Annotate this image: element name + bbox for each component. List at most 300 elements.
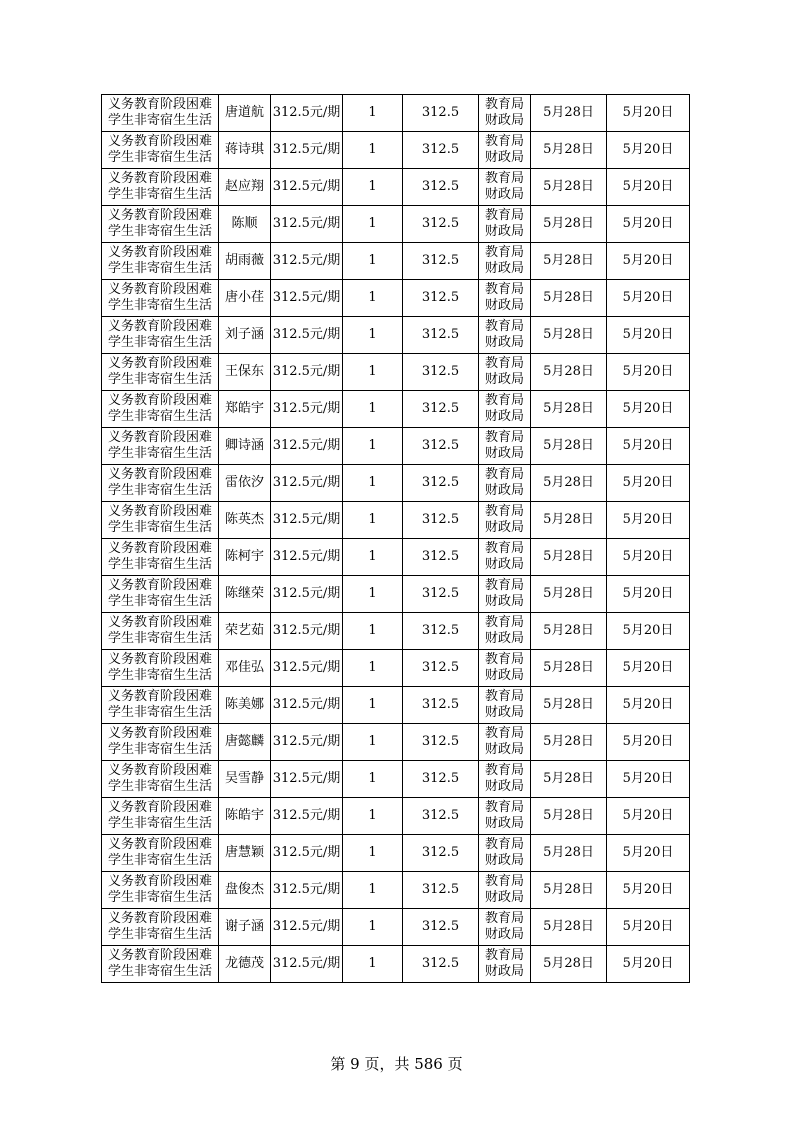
- department-line: 财政局: [484, 853, 524, 868]
- department-line: 财政局: [484, 594, 524, 609]
- department-line: 财政局: [484, 446, 524, 461]
- department-cell: [479, 95, 531, 132]
- date-cell-1: 5月28日: [531, 317, 607, 354]
- table-row: [102, 835, 690, 872]
- department-cell: [479, 280, 531, 317]
- project-line: 义务教育阶段困难: [107, 948, 212, 963]
- project-line: 义务教育阶段困难: [107, 874, 212, 889]
- department-line: 教育局: [484, 97, 524, 112]
- amount-cell: 312.5: [403, 761, 479, 798]
- department-line: 教育局: [484, 652, 524, 667]
- student-name-cell: 陈继荣: [219, 576, 271, 613]
- project-line: 学生非寄宿生生活: [107, 150, 212, 165]
- amount-cell: 312.5: [403, 909, 479, 946]
- student-name-cell: 唐慧颖: [219, 835, 271, 872]
- department-line: 财政局: [484, 779, 524, 794]
- department-line: 教育局: [484, 393, 524, 408]
- amount-cell: 312.5: [403, 465, 479, 502]
- date-cell-1: 5月28日: [531, 761, 607, 798]
- date-cell-1: 5月28日: [531, 687, 607, 724]
- project-cell: [102, 169, 219, 206]
- count-cell: 1: [343, 872, 403, 909]
- department-line: 财政局: [484, 668, 524, 683]
- count-cell: 1: [343, 761, 403, 798]
- count-cell: 1: [343, 576, 403, 613]
- table-row: [102, 428, 690, 465]
- department-cell: [479, 391, 531, 428]
- student-name-cell: 唐小荏: [219, 280, 271, 317]
- department-line: 教育局: [484, 282, 524, 297]
- amount-cell: 312.5: [403, 169, 479, 206]
- table-row: [102, 576, 690, 613]
- standard-cell: 312.5元/期: [271, 835, 343, 872]
- department-line: 财政局: [484, 372, 524, 387]
- count-cell: 1: [343, 650, 403, 687]
- project-line: 义务教育阶段困难: [107, 615, 212, 630]
- date-cell-1: 5月28日: [531, 576, 607, 613]
- department-line: 财政局: [484, 927, 524, 942]
- department-line: 财政局: [484, 150, 524, 165]
- project-cell: [102, 391, 219, 428]
- student-name-cell: 谢子涵: [219, 909, 271, 946]
- student-name-cell: 王保东: [219, 354, 271, 391]
- department-line: 财政局: [484, 187, 524, 202]
- count-cell: 1: [343, 465, 403, 502]
- standard-cell: 312.5元/期: [271, 95, 343, 132]
- date-cell-2: 5月20日: [607, 687, 690, 724]
- project-cell: [102, 317, 219, 354]
- table-row: [102, 317, 690, 354]
- department-line: 教育局: [484, 726, 524, 741]
- project-line: 义务教育阶段困难: [107, 504, 212, 519]
- department-line: 教育局: [484, 800, 524, 815]
- project-line: 学生非寄宿生生活: [107, 446, 212, 461]
- department-line: 教育局: [484, 245, 524, 260]
- department-line: 教育局: [484, 356, 524, 371]
- date-cell-1: 5月28日: [531, 280, 607, 317]
- date-cell-1: 5月28日: [531, 502, 607, 539]
- amount-cell: 312.5: [403, 687, 479, 724]
- project-line: 学生非寄宿生生活: [107, 594, 212, 609]
- project-line: 学生非寄宿生生活: [107, 557, 212, 572]
- table-body: [102, 95, 690, 983]
- standard-cell: 312.5元/期: [271, 909, 343, 946]
- project-line: 义务教育阶段困难: [107, 837, 212, 852]
- department-line: 教育局: [484, 837, 524, 852]
- date-cell-2: 5月20日: [607, 872, 690, 909]
- count-cell: 1: [343, 354, 403, 391]
- project-cell: [102, 95, 219, 132]
- student-name-cell: 胡雨薇: [219, 243, 271, 280]
- project-cell: [102, 576, 219, 613]
- date-cell-2: 5月20日: [607, 835, 690, 872]
- department-cell: [479, 317, 531, 354]
- amount-cell: 312.5: [403, 428, 479, 465]
- department-cell: [479, 946, 531, 983]
- department-line: 教育局: [484, 134, 524, 149]
- student-name-cell: 陈柯宇: [219, 539, 271, 576]
- project-line: 义务教育阶段困难: [107, 356, 212, 371]
- date-cell-1: 5月28日: [531, 95, 607, 132]
- table-row: [102, 206, 690, 243]
- student-name-cell: 郑皓宇: [219, 391, 271, 428]
- count-cell: 1: [343, 428, 403, 465]
- department-line: 财政局: [484, 631, 524, 646]
- standard-cell: 312.5元/期: [271, 280, 343, 317]
- standard-cell: 312.5元/期: [271, 465, 343, 502]
- project-cell: [102, 798, 219, 835]
- department-line: 财政局: [484, 224, 524, 239]
- department-line: 教育局: [484, 948, 524, 963]
- project-line: 学生非寄宿生生活: [107, 853, 212, 868]
- department-cell: [479, 724, 531, 761]
- project-line: 义务教育阶段困难: [107, 541, 212, 556]
- student-name-cell: 刘子涵: [219, 317, 271, 354]
- standard-cell: 312.5元/期: [271, 613, 343, 650]
- standard-cell: 312.5元/期: [271, 206, 343, 243]
- project-line: 学生非寄宿生生活: [107, 742, 212, 757]
- project-cell: [102, 650, 219, 687]
- date-cell-2: 5月20日: [607, 724, 690, 761]
- count-cell: 1: [343, 502, 403, 539]
- department-line: 财政局: [484, 520, 524, 535]
- date-cell-1: 5月28日: [531, 391, 607, 428]
- project-line: 义务教育阶段困难: [107, 97, 212, 112]
- amount-cell: 312.5: [403, 354, 479, 391]
- date-cell-2: 5月20日: [607, 909, 690, 946]
- project-cell: [102, 465, 219, 502]
- table-row: [102, 280, 690, 317]
- amount-cell: 312.5: [403, 132, 479, 169]
- count-cell: 1: [343, 724, 403, 761]
- count-cell: 1: [343, 391, 403, 428]
- student-name-cell: 邓佳弘: [219, 650, 271, 687]
- date-cell-2: 5月20日: [607, 946, 690, 983]
- project-line: 学生非寄宿生生活: [107, 372, 212, 387]
- table-row: [102, 650, 690, 687]
- project-line: 义务教育阶段困难: [107, 726, 212, 741]
- standard-cell: 312.5元/期: [271, 169, 343, 206]
- date-cell-2: 5月20日: [607, 576, 690, 613]
- amount-cell: 312.5: [403, 650, 479, 687]
- student-name-cell: 荣艺茹: [219, 613, 271, 650]
- project-cell: [102, 687, 219, 724]
- project-line: 学生非寄宿生生活: [107, 964, 212, 979]
- date-cell-1: 5月28日: [531, 354, 607, 391]
- standard-cell: 312.5元/期: [271, 872, 343, 909]
- date-cell-1: 5月28日: [531, 428, 607, 465]
- table-row: [102, 354, 690, 391]
- department-line: 教育局: [484, 504, 524, 519]
- department-cell: [479, 835, 531, 872]
- project-cell: [102, 428, 219, 465]
- amount-cell: 312.5: [403, 613, 479, 650]
- date-cell-2: 5月20日: [607, 317, 690, 354]
- student-name-cell: 蒋诗琪: [219, 132, 271, 169]
- table-row: [102, 502, 690, 539]
- standard-cell: 312.5元/期: [271, 576, 343, 613]
- table-row: [102, 465, 690, 502]
- table-row: [102, 687, 690, 724]
- project-cell: [102, 280, 219, 317]
- student-name-cell: 唐懿麟: [219, 724, 271, 761]
- department-line: 财政局: [484, 298, 524, 313]
- standard-cell: 312.5元/期: [271, 354, 343, 391]
- department-cell: [479, 798, 531, 835]
- amount-cell: 312.5: [403, 946, 479, 983]
- table-row: [102, 798, 690, 835]
- date-cell-2: 5月20日: [607, 95, 690, 132]
- department-line: 教育局: [484, 578, 524, 593]
- project-cell: [102, 909, 219, 946]
- project-line: 学生非寄宿生生活: [107, 187, 212, 202]
- student-name-cell: 雷依汐: [219, 465, 271, 502]
- project-line: 义务教育阶段困难: [107, 430, 212, 445]
- amount-cell: 312.5: [403, 576, 479, 613]
- department-line: 财政局: [484, 816, 524, 831]
- project-cell: [102, 761, 219, 798]
- project-line: 义务教育阶段困难: [107, 763, 212, 778]
- amount-cell: 312.5: [403, 206, 479, 243]
- department-line: 财政局: [484, 705, 524, 720]
- department-line: 财政局: [484, 557, 524, 572]
- student-name-cell: 卿诗涵: [219, 428, 271, 465]
- project-line: 学生非寄宿生生活: [107, 668, 212, 683]
- department-cell: [479, 354, 531, 391]
- project-line: 学生非寄宿生生活: [107, 483, 212, 498]
- date-cell-2: 5月20日: [607, 206, 690, 243]
- count-cell: 1: [343, 909, 403, 946]
- date-cell-1: 5月28日: [531, 946, 607, 983]
- project-line: 学生非寄宿生生活: [107, 298, 212, 313]
- department-cell: [479, 687, 531, 724]
- count-cell: 1: [343, 539, 403, 576]
- department-line: 财政局: [484, 483, 524, 498]
- amount-cell: 312.5: [403, 243, 479, 280]
- table-row: [102, 613, 690, 650]
- department-line: 教育局: [484, 171, 524, 186]
- standard-cell: 312.5元/期: [271, 724, 343, 761]
- department-cell: [479, 909, 531, 946]
- amount-cell: 312.5: [403, 872, 479, 909]
- count-cell: 1: [343, 946, 403, 983]
- standard-cell: 312.5元/期: [271, 391, 343, 428]
- department-cell: [479, 576, 531, 613]
- date-cell-1: 5月28日: [531, 909, 607, 946]
- table-row: [102, 169, 690, 206]
- table-row: [102, 95, 690, 132]
- department-line: 教育局: [484, 615, 524, 630]
- department-cell: [479, 502, 531, 539]
- project-line: 学生非寄宿生生活: [107, 816, 212, 831]
- date-cell-1: 5月28日: [531, 132, 607, 169]
- department-cell: [479, 650, 531, 687]
- table-row: [102, 539, 690, 576]
- amount-cell: 312.5: [403, 835, 479, 872]
- department-cell: [479, 761, 531, 798]
- project-line: 义务教育阶段困难: [107, 319, 212, 334]
- count-cell: 1: [343, 132, 403, 169]
- date-cell-2: 5月20日: [607, 613, 690, 650]
- project-line: 义务教育阶段困难: [107, 800, 212, 815]
- project-line: 学生非寄宿生生活: [107, 335, 212, 350]
- student-name-cell: 盘俊杰: [219, 872, 271, 909]
- project-line: 义务教育阶段困难: [107, 134, 212, 149]
- amount-cell: 312.5: [403, 95, 479, 132]
- table-row: [102, 724, 690, 761]
- page-footer: 第 9 页，共 586 页: [330, 1055, 463, 1073]
- project-line: 学生非寄宿生生活: [107, 927, 212, 942]
- date-cell-2: 5月20日: [607, 502, 690, 539]
- date-cell-1: 5月28日: [531, 206, 607, 243]
- department-line: 教育局: [484, 911, 524, 926]
- date-cell-1: 5月28日: [531, 650, 607, 687]
- project-cell: [102, 724, 219, 761]
- date-cell-1: 5月28日: [531, 539, 607, 576]
- project-cell: [102, 502, 219, 539]
- department-cell: [479, 132, 531, 169]
- project-line: 学生非寄宿生生活: [107, 409, 212, 424]
- student-name-cell: 龙德茂: [219, 946, 271, 983]
- date-cell-2: 5月20日: [607, 798, 690, 835]
- project-cell: [102, 835, 219, 872]
- department-cell: [479, 243, 531, 280]
- amount-cell: 312.5: [403, 798, 479, 835]
- standard-cell: 312.5元/期: [271, 946, 343, 983]
- standard-cell: 312.5元/期: [271, 687, 343, 724]
- table-row: [102, 872, 690, 909]
- count-cell: 1: [343, 243, 403, 280]
- project-line: 学生非寄宿生生活: [107, 779, 212, 794]
- project-cell: [102, 206, 219, 243]
- date-cell-1: 5月28日: [531, 872, 607, 909]
- department-cell: [479, 613, 531, 650]
- department-line: 教育局: [484, 763, 524, 778]
- date-cell-2: 5月20日: [607, 650, 690, 687]
- date-cell-1: 5月28日: [531, 798, 607, 835]
- department-line: 财政局: [484, 742, 524, 757]
- project-cell: [102, 539, 219, 576]
- count-cell: 1: [343, 317, 403, 354]
- department-line: 财政局: [484, 113, 524, 128]
- standard-cell: 312.5元/期: [271, 317, 343, 354]
- date-cell-2: 5月20日: [607, 391, 690, 428]
- date-cell-1: 5月28日: [531, 243, 607, 280]
- date-cell-2: 5月20日: [607, 243, 690, 280]
- count-cell: 1: [343, 687, 403, 724]
- department-line: 教育局: [484, 874, 524, 889]
- amount-cell: 312.5: [403, 317, 479, 354]
- date-cell-2: 5月20日: [607, 428, 690, 465]
- project-cell: [102, 243, 219, 280]
- project-line: 学生非寄宿生生活: [107, 520, 212, 535]
- project-line: 义务教育阶段困难: [107, 282, 212, 297]
- date-cell-2: 5月20日: [607, 539, 690, 576]
- standard-cell: 312.5元/期: [271, 798, 343, 835]
- count-cell: 1: [343, 206, 403, 243]
- project-line: 义务教育阶段困难: [107, 578, 212, 593]
- department-cell: [479, 428, 531, 465]
- project-cell: [102, 354, 219, 391]
- project-cell: [102, 946, 219, 983]
- count-cell: 1: [343, 95, 403, 132]
- count-cell: 1: [343, 169, 403, 206]
- amount-cell: 312.5: [403, 724, 479, 761]
- date-cell-2: 5月20日: [607, 354, 690, 391]
- date-cell-1: 5月28日: [531, 465, 607, 502]
- department-line: 财政局: [484, 890, 524, 905]
- table-row: [102, 909, 690, 946]
- project-line: 义务教育阶段困难: [107, 245, 212, 260]
- student-name-cell: 陈皓宇: [219, 798, 271, 835]
- project-cell: [102, 872, 219, 909]
- department-cell: [479, 206, 531, 243]
- date-cell-1: 5月28日: [531, 724, 607, 761]
- project-line: 义务教育阶段困难: [107, 652, 212, 667]
- department-line: 财政局: [484, 964, 524, 979]
- date-cell-2: 5月20日: [607, 132, 690, 169]
- department-line: 教育局: [484, 541, 524, 556]
- standard-cell: 312.5元/期: [271, 761, 343, 798]
- student-name-cell: 唐道航: [219, 95, 271, 132]
- date-cell-1: 5月28日: [531, 835, 607, 872]
- standard-cell: 312.5元/期: [271, 132, 343, 169]
- project-cell: [102, 613, 219, 650]
- standard-cell: 312.5元/期: [271, 539, 343, 576]
- project-line: 学生非寄宿生生活: [107, 631, 212, 646]
- department-line: 教育局: [484, 319, 524, 334]
- date-cell-2: 5月20日: [607, 465, 690, 502]
- project-cell: [102, 132, 219, 169]
- department-line: 财政局: [484, 335, 524, 350]
- project-line: 义务教育阶段困难: [107, 689, 212, 704]
- amount-cell: 312.5: [403, 539, 479, 576]
- amount-cell: 312.5: [403, 280, 479, 317]
- project-line: 义务教育阶段困难: [107, 171, 212, 186]
- student-name-cell: 吴雪静: [219, 761, 271, 798]
- department-line: 财政局: [484, 409, 524, 424]
- standard-cell: 312.5元/期: [271, 502, 343, 539]
- student-name-cell: 陈顺: [219, 206, 271, 243]
- table-row: [102, 946, 690, 983]
- project-line: 义务教育阶段困难: [107, 393, 212, 408]
- count-cell: 1: [343, 613, 403, 650]
- subsidy-table: [101, 94, 690, 983]
- table-row: [102, 243, 690, 280]
- date-cell-2: 5月20日: [607, 169, 690, 206]
- project-line: 学生非寄宿生生活: [107, 261, 212, 276]
- count-cell: 1: [343, 280, 403, 317]
- amount-cell: 312.5: [403, 502, 479, 539]
- table-row: [102, 132, 690, 169]
- date-cell-2: 5月20日: [607, 280, 690, 317]
- department-line: 教育局: [484, 689, 524, 704]
- department-cell: [479, 169, 531, 206]
- department-cell: [479, 539, 531, 576]
- department-cell: [479, 872, 531, 909]
- date-cell-1: 5月28日: [531, 169, 607, 206]
- project-line: 义务教育阶段困难: [107, 467, 212, 482]
- department-cell: [479, 465, 531, 502]
- department-line: 财政局: [484, 261, 524, 276]
- project-line: 学生非寄宿生生活: [107, 224, 212, 239]
- student-name-cell: 赵应翔: [219, 169, 271, 206]
- table-row: [102, 761, 690, 798]
- date-cell-1: 5月28日: [531, 613, 607, 650]
- student-name-cell: 陈美娜: [219, 687, 271, 724]
- department-line: 教育局: [484, 430, 524, 445]
- department-line: 教育局: [484, 467, 524, 482]
